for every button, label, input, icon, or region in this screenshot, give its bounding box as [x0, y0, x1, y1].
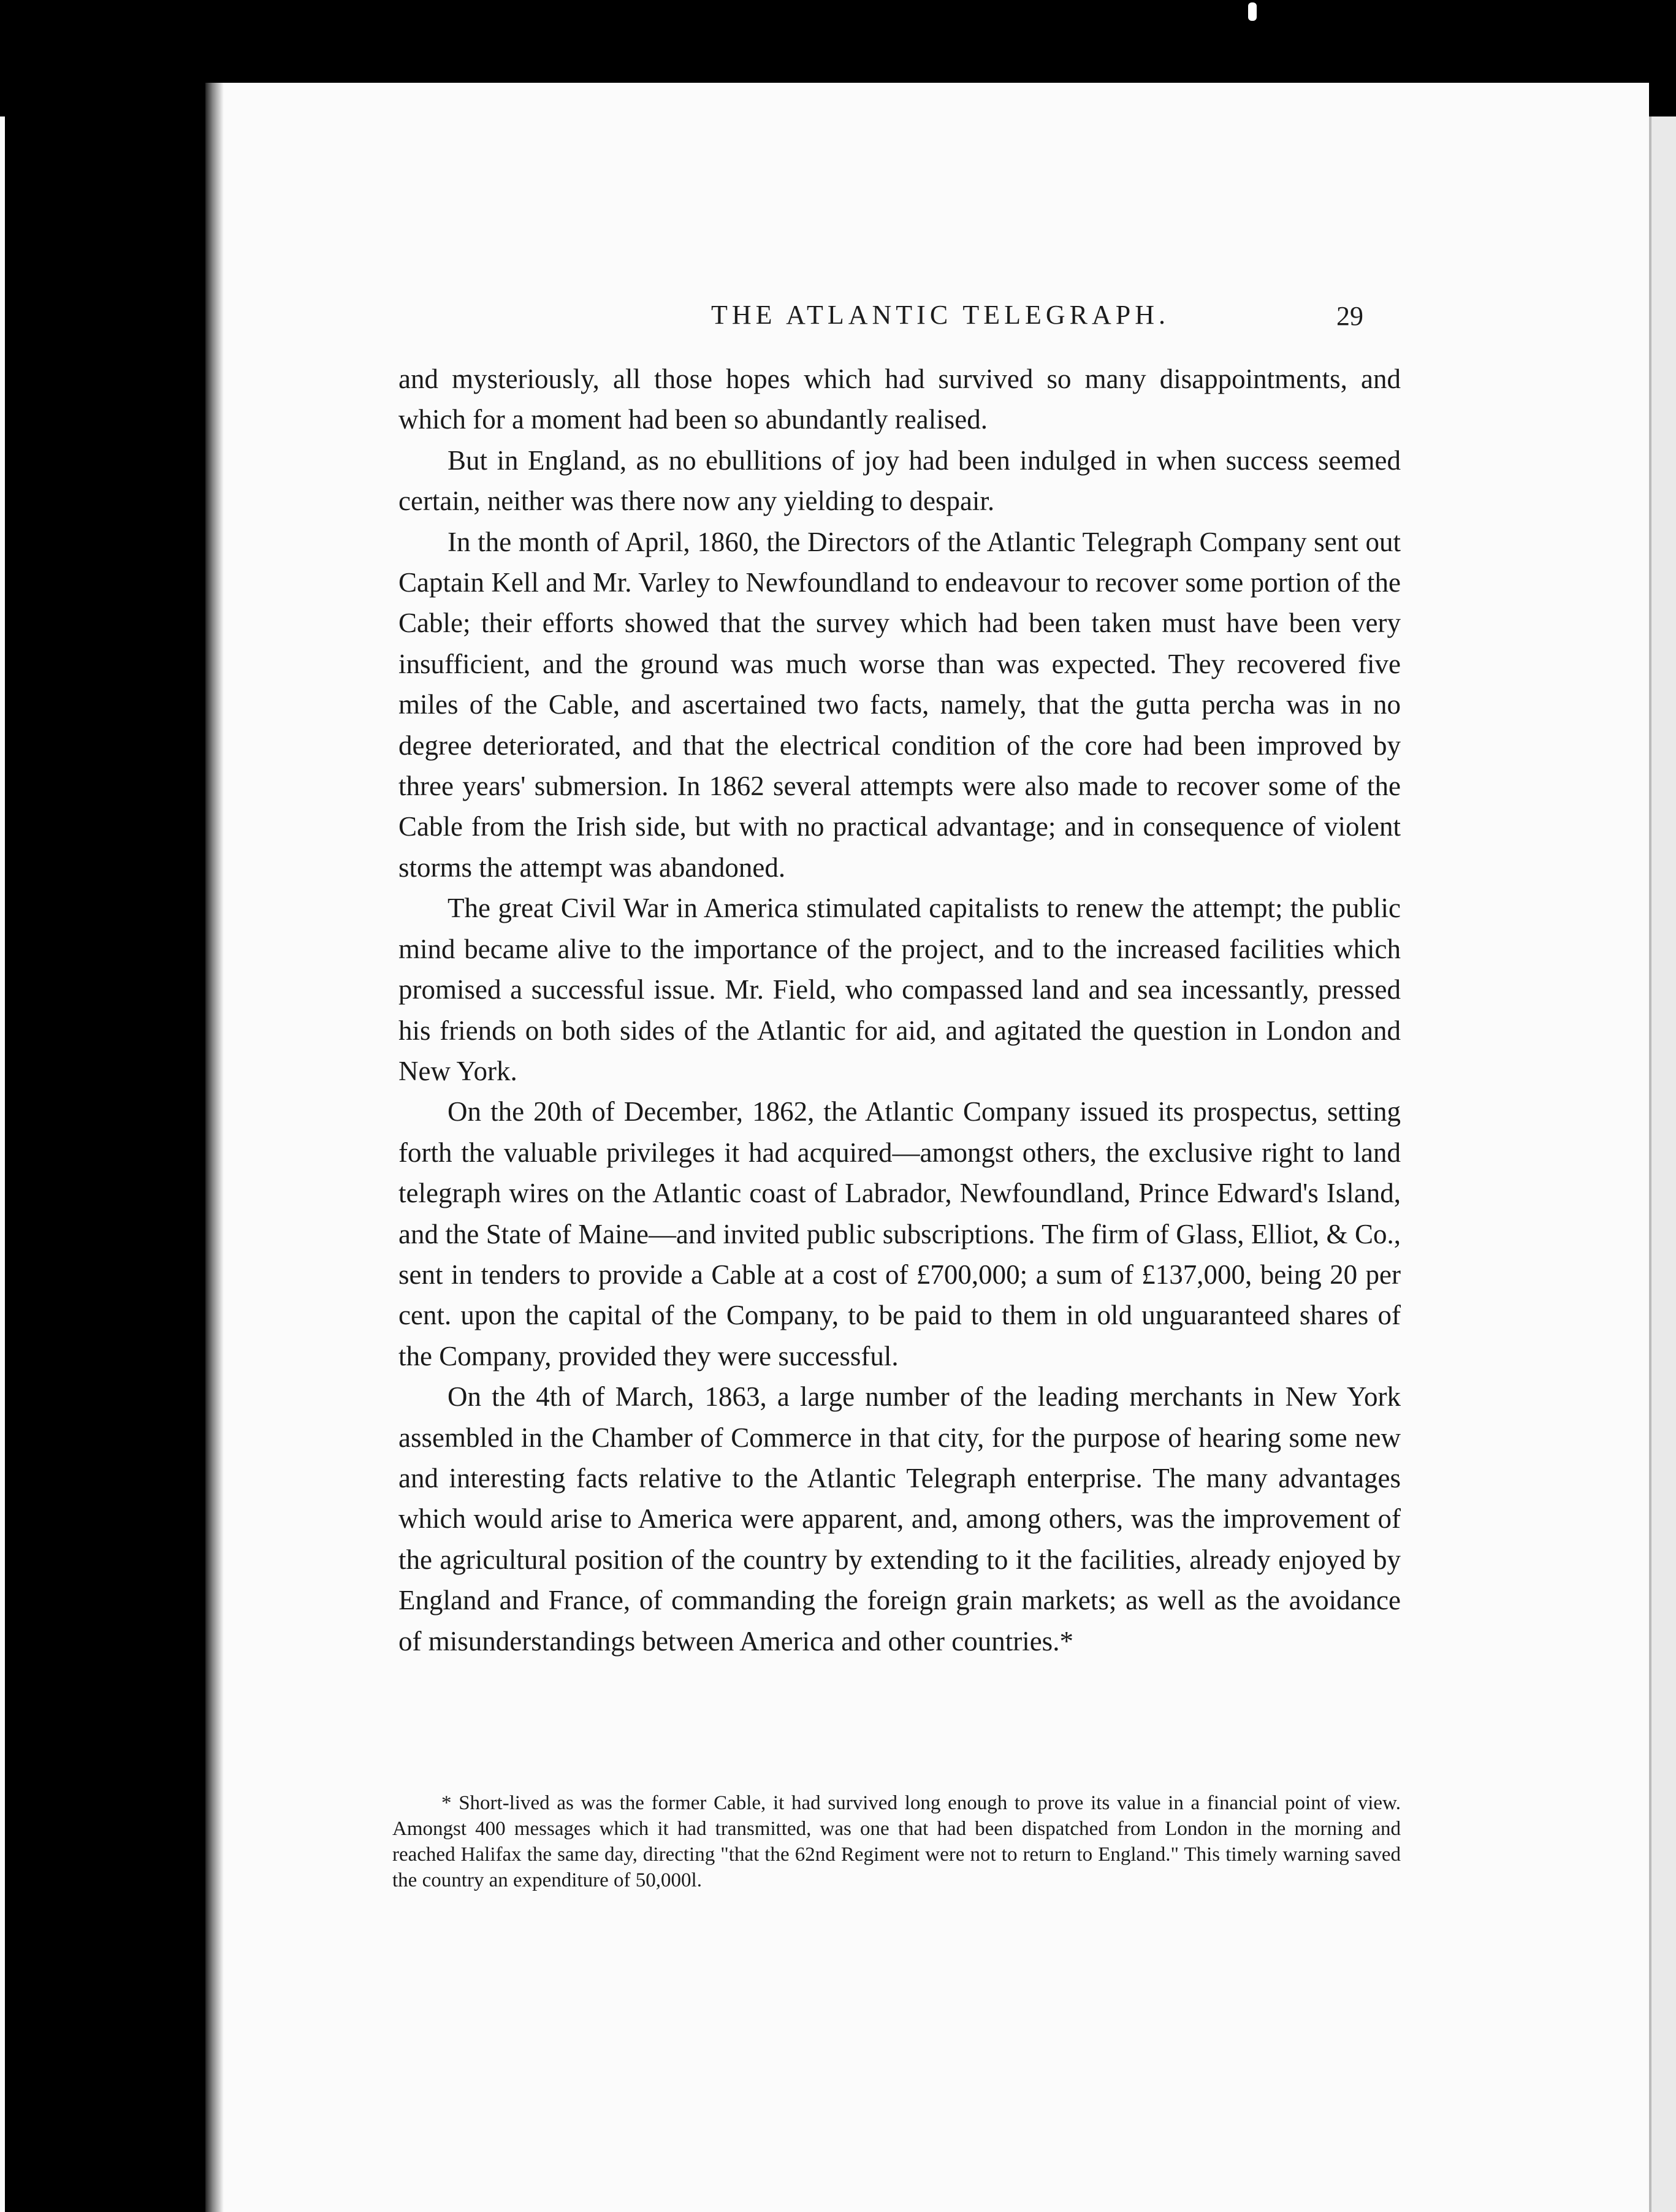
running-head: THE ATLANTIC TELEGRAPH. — [711, 300, 1170, 330]
facing-page-edge — [0, 116, 5, 2212]
paragraph: The great Civil War in America stimulated capitalists to renew the attempt; the public mind became alive to the importance of the project, and to the increased facilities which promised a successful issue. Mr. Field, who compassed land and sea incessantly, pressed his friends on both sides of the Atlantic for aid, and agitated the question in London and New York. — [398, 893, 1401, 1086]
paragraph: But in England, as no ebullitions of joy had been indulged in when success seemed certain, neither was there now any yielding to despair. — [398, 444, 1401, 517]
scan-speck — [1248, 2, 1257, 21]
paragraph: On the 20th of December, 1862, the Atlantic Company issued its prospectus, setting forth the valuable privileges it had acquired—amongst others, the exclusive right to land telegraph wires on the Atlantic coast of Labrador, Newfoundland, Prince Edward's Island, and the State of Maine—and invited public subscriptions. The firm of Glass, Elliot, & Co., sent in tenders to provide a Cable at a cost of £700,000; a sum of £137,000, being 20 per cent. upon the capital of the Company, to be paid to them in old unguaranteed shares of the Company, provided they were successful. — [398, 1096, 1401, 1371]
paragraph: On the 4th of March, 1863, a large number of the leading merchants in New York assembled in the Chamber of Commerce in that city, for the purpose of hearing some new and interesting facts relative to the Atlantic Telegraph enterprise. The many advantages which would arise to America were apparent, and, among others, was the improvement of the agricultural position of the country by extending to it the facilities, already enjoyed by England and France, of commanding the foreign grain markets; as well as the avoidance of misunderstandings between America and other countries.* — [398, 1381, 1401, 1657]
page-number: 29 — [1336, 301, 1363, 331]
paragraph: In the month of April, 1860, the Directors of the Atlantic Telegraph Company sent out Captain Kell and Mr. Varley to Newfoundland to endeavour to recover some portion of the Cable; their efforts showed that the survey which had been taken must have been very insufficient, and the ground was much worse than was expected. They recovered five miles of the Cable, and ascertained two facts, namely, that the gutta percha was in no degree deteriorated, and that the electrical condition of the core had been improved by three years' submersion. In 1862 several attempts were also made to recover some of the Cable from the Irish side, but with no practical advantage; and in consequence of violent storms the attempt was abandoned. — [398, 526, 1401, 883]
body-text — [398, 359, 1401, 1661]
paragraph: and mysteriously, all those hopes which had survived so many disappointments, and which for a moment had been so abundantly realised. — [398, 364, 1401, 435]
page-edge — [1649, 116, 1676, 2212]
binding-shadow — [205, 83, 224, 2212]
footnote: * Short-lived as was the former Cable, it had survived long enough to prove its value in a financial point of view. Amongst 400 messages which it had transmitted, was one that had been dispatched from London in the morning and reached Halifax the same day, directing "that the 62nd Regiment were not to return to England." This timely warning saved the country an expenditure of 50,000l. — [392, 1792, 1401, 1891]
